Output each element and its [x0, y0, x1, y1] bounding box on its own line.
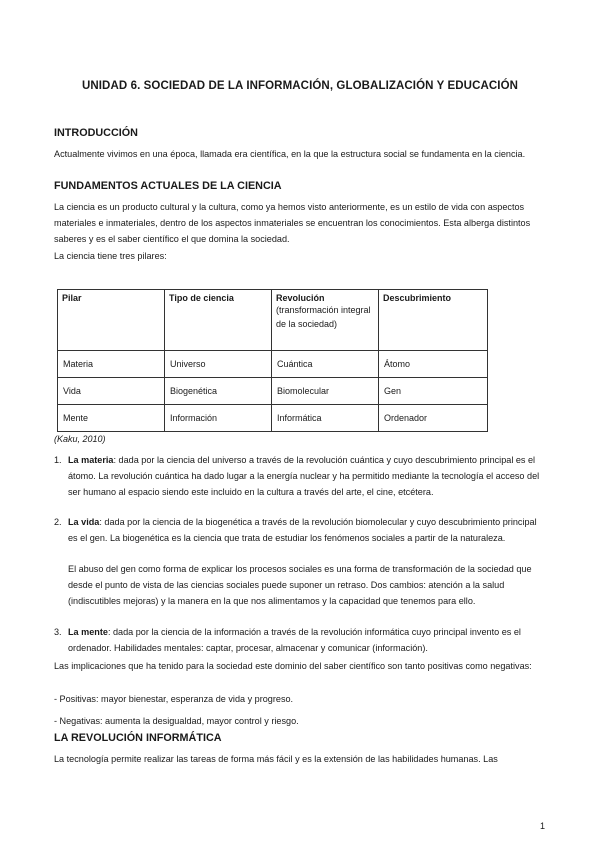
table-cell: Biogenética — [165, 378, 272, 405]
negativas-line: - Negativas: aumenta la desigualdad, mayor control y riesgo. — [54, 716, 299, 726]
positivas-line: - Positivas: mayor bienestar, esperanza de vida y progreso. — [54, 694, 294, 704]
intro-paragraph: Actualmente vivimos en una época, llamada era científica, en la que la estructura social se fundamenta en la ciencia. — [54, 149, 526, 159]
gen-paragraph: El abuso del gen como forma de explicar los procesos sociales es una forma de transformación de la sociedad que desde el punto de vista de las ciencias sociales puede suponer un retraso. Dos cambios: atención a la salud (indiscutibles mejoras) y la manera en la que nos alimentamos y la capacidad que tenemos para ello. — [68, 564, 532, 606]
table-cell: Materia — [58, 351, 165, 378]
table-cell: Mente — [58, 405, 165, 432]
list-text: : dada por la ciencia de la biogenética a través de la revolución biomolecular y cuyo descubrimiento principal es el gen. La biogenética es la ciencia que trata de estudiar los fenómenos sociales a partir de la naturaleza. — [68, 517, 537, 543]
table-cell: Biomolecular — [272, 378, 379, 405]
list-number: 1. — [54, 455, 62, 465]
table-cell: Información — [165, 405, 272, 432]
pillars-table — [57, 289, 488, 432]
table-cell: Gen — [379, 378, 488, 405]
table-row — [58, 378, 488, 405]
table-header-row — [58, 290, 488, 351]
header-revolucion-label: Revolución — [276, 293, 325, 303]
list-number: 2. — [54, 517, 62, 527]
header-revolucion-sub: (transformación integral de la sociedad) — [276, 305, 371, 329]
list-item — [54, 624, 544, 656]
heading-revolucion-informatica: LA REVOLUCIÓN INFORMÁTICA — [54, 732, 222, 744]
header-pilar: Pilar — [58, 290, 165, 351]
table-row — [58, 405, 488, 432]
implicaciones-paragraph: Las implicaciones que ha tenido para la sociedad este dominio del saber científico son tanto positivas como negativas: — [54, 661, 532, 671]
table-cell: Cuántica — [272, 351, 379, 378]
table-row — [58, 351, 488, 378]
fundamentos-paragraph: La ciencia es un producto cultural y la cultura, como ya hemos visto anteriormente, es un estilo de vida con aspectos materiales e inmateriales, dentro de los aspectos inmateriales se encuentran los conocimientos. Esta alberga distintos saberes y es el saber científico el que domina la sociedad. — [54, 202, 531, 244]
list-term: La materia — [68, 455, 114, 465]
list-term: La mente — [68, 627, 108, 637]
list-body — [68, 624, 544, 656]
list-body — [68, 452, 544, 500]
table-cell: Ordenador — [379, 405, 488, 432]
heading-introduccion: INTRODUCCIÓN — [54, 127, 138, 139]
list-body — [68, 514, 544, 546]
revolucion-paragraph: La tecnología permite realizar las tareas de forma más fácil y es la extensión de las habilidades humanas. Las — [54, 754, 498, 764]
table-cell: Universo — [165, 351, 272, 378]
table-cell: Átomo — [379, 351, 488, 378]
list-number: 3. — [54, 627, 62, 637]
citation: (Kaku, 2010) — [54, 434, 106, 444]
header-revolucion — [272, 290, 379, 351]
list-text: : dada por la ciencia del universo a través de la revolución cuántica y cuyo descubrimiento principal es el átomo. La revolución cuántica ha dado lugar a la energía nuclear y ha permitido mediante la tecnología el acceso del ser humano al espacio siendo este incluido en la cultura a través del arte, el cine, etcétera. — [68, 455, 540, 497]
list-item — [54, 514, 544, 546]
header-descubrimiento: Descubrimiento — [379, 290, 488, 351]
list-term: La vida — [68, 517, 100, 527]
table-cell: Vida — [58, 378, 165, 405]
heading-fundamentos: FUNDAMENTOS ACTUALES DE LA CIENCIA — [54, 180, 282, 192]
page-title: UNIDAD 6. SOCIEDAD DE LA INFORMACIÓN, GLOBALIZACIÓN Y EDUCACIÓN — [81, 80, 519, 92]
list-text: : dada por la ciencia de la información a través de la revolución informática cuyo principal invento es el ordenador. Habilidades mentales: captar, procesar, almacenar y comunicar (información). — [68, 627, 521, 653]
page-number: 1 — [539, 821, 545, 831]
pilares-intro: La ciencia tiene tres pilares: — [54, 251, 167, 261]
table-cell: Informática — [272, 405, 379, 432]
list-item — [54, 452, 544, 500]
header-tipo: Tipo de ciencia — [165, 290, 272, 351]
